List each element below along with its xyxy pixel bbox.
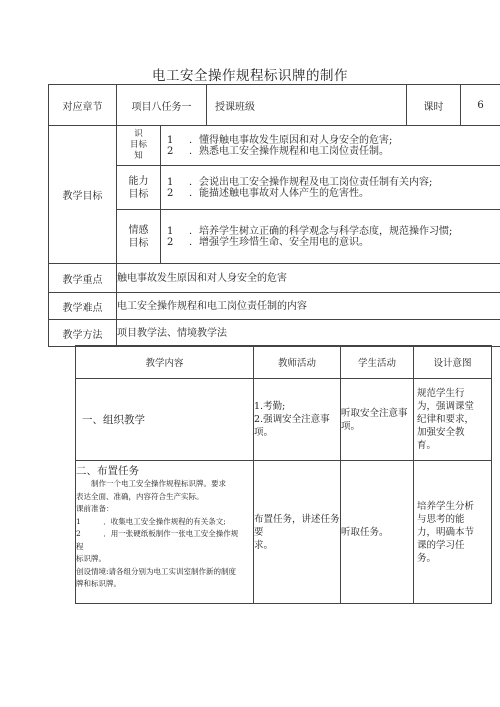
- plan-header-intent: 设计意图: [414, 346, 492, 379]
- lesson-info-table: [48, 84, 500, 347]
- content-line: 牌和标识牌。: [76, 579, 121, 588]
- teacher-line: 1.考勤;: [254, 401, 286, 412]
- objective-text: ．增强学生珍惜生命、安全用电的意识。: [189, 236, 369, 248]
- content-line: 创设情境:请各组分别为电工实训室制作新的制度: [76, 566, 237, 576]
- objective-num: 1: [167, 176, 174, 188]
- content-line: 制作一个电工安全操作规程标识牌。要求: [76, 479, 226, 488]
- objective-row-2: [49, 166, 500, 210]
- teaching-plan-table: [75, 345, 492, 604]
- chapter-label: 对应章节: [49, 85, 117, 126]
- intent-line: 力，明确本节: [417, 526, 475, 538]
- student-line: 项。: [341, 420, 361, 432]
- info-row: [49, 85, 500, 126]
- objective-group-1-items: [161, 126, 500, 166]
- hours-label: 课时: [407, 85, 461, 126]
- plan-header-student: 学生活动: [341, 346, 414, 379]
- intent-line: 加强安全教: [417, 427, 465, 438]
- objective-group-title-2-text: 能力 目标: [128, 175, 149, 200]
- objective-text: ．培养学生树立正确的科学观念与科学态度，规范操作习惯;: [189, 225, 453, 237]
- content-line: 2 ．用一张硬纸板制作一张电工安全操作规: [76, 529, 239, 538]
- intent-line: 规范学生行: [417, 388, 465, 399]
- objective-group-title-1-text: 识 目标 知: [129, 129, 147, 161]
- key-point-row: [49, 264, 500, 293]
- intent-line: 育。: [417, 440, 437, 451]
- plan-row-2-intent: [414, 461, 492, 604]
- chapter-value: 项目八任务一: [117, 85, 207, 126]
- student-line: 听取安全注意事: [341, 407, 408, 419]
- method-row: [49, 320, 500, 347]
- content-line: 表达全面、准确，内容符合生产实际。: [76, 491, 204, 501]
- content-line: 1 ．收集电工安全操作规程的有关条文;: [76, 516, 226, 526]
- objective-row-1: [49, 126, 500, 166]
- plan-row-1-intent: [414, 379, 492, 461]
- objective-group-3-items: [161, 210, 500, 264]
- plan-row-1: [76, 379, 492, 461]
- plan-row-1-content: 一、组织教学: [76, 379, 254, 461]
- document-title: 电工安全操作规程标识牌的制作: [152, 68, 348, 84]
- plan-row-1-teacher: [254, 379, 341, 461]
- content-line: 标识牌。: [76, 554, 106, 563]
- plan-row-1-student: [341, 379, 414, 461]
- difficulty-value: 电工安全操作规程和电工岗位责任制的内容: [117, 293, 500, 320]
- hours-value: 6: [461, 85, 500, 126]
- plan-row-2-content: [76, 461, 254, 604]
- objective-text: ．熟悉电工安全操作规程和电工岗位责任制。: [189, 145, 389, 157]
- plan-row-2-teacher: [254, 461, 341, 604]
- student-line: 听取任务。: [341, 526, 389, 538]
- objective-group-title-3: [117, 210, 161, 264]
- objective-group-title-2: [117, 166, 161, 210]
- intent-line: 课的学习任: [417, 539, 465, 551]
- key-point-value: 触电事故发生原因和对人身安全的危害: [117, 264, 500, 293]
- plan-row-2-student: [341, 461, 414, 604]
- method-value: 项目教学法、情境教学法: [117, 320, 500, 347]
- teacher-line: 2.强调安全注意事项。: [254, 414, 330, 438]
- objective-num: 2: [167, 145, 174, 157]
- objective-num: 2: [167, 236, 174, 248]
- difficulty-row: [49, 293, 500, 320]
- content-line: 程: [76, 541, 84, 551]
- objective-text: ．懂得触电事故发生原因和对人身安全的危害;: [189, 134, 393, 146]
- plan-row-2: [76, 461, 492, 604]
- objective-text: ．会说出电工安全操作规程及电工岗位责任制有关内容;: [189, 176, 433, 188]
- objective-num: 1: [167, 134, 174, 146]
- plan-header-row: [76, 346, 492, 379]
- teacher-line: 求。: [254, 539, 274, 551]
- objective-group-title-1: [117, 126, 161, 166]
- intent-line: 为，强调课堂: [417, 401, 475, 412]
- objectives-label: 教学目标: [49, 126, 117, 264]
- difficulty-label: 教学难点: [49, 293, 117, 320]
- teacher-line: 布置任务，讲述任务要: [254, 513, 340, 538]
- objective-row-3: [49, 210, 500, 264]
- content-line: 课前准备：: [76, 504, 114, 513]
- objective-num: 1: [167, 225, 174, 237]
- method-label: 教学方法: [49, 320, 117, 347]
- objective-group-title-3-text: 情感 目标: [128, 224, 149, 249]
- intent-line: 务。: [417, 552, 437, 564]
- objective-group-2-items: [161, 166, 500, 210]
- intent-line: 培养学生分析: [417, 500, 475, 512]
- content-title: 二、布置任务: [76, 465, 139, 477]
- objective-num: 2: [167, 187, 174, 199]
- intent-line: 纪律和要求，: [417, 414, 475, 425]
- plan-header-content: 教学内容: [76, 346, 254, 379]
- class-type-label: 授课班级: [207, 85, 407, 126]
- intent-line: 与思考的能: [417, 513, 465, 525]
- key-point-label: 教学重点: [49, 264, 117, 293]
- plan-header-teacher: 教师活动: [254, 346, 341, 379]
- objective-text: ．能描述触电事故对人体产生的危害性。: [189, 187, 369, 199]
